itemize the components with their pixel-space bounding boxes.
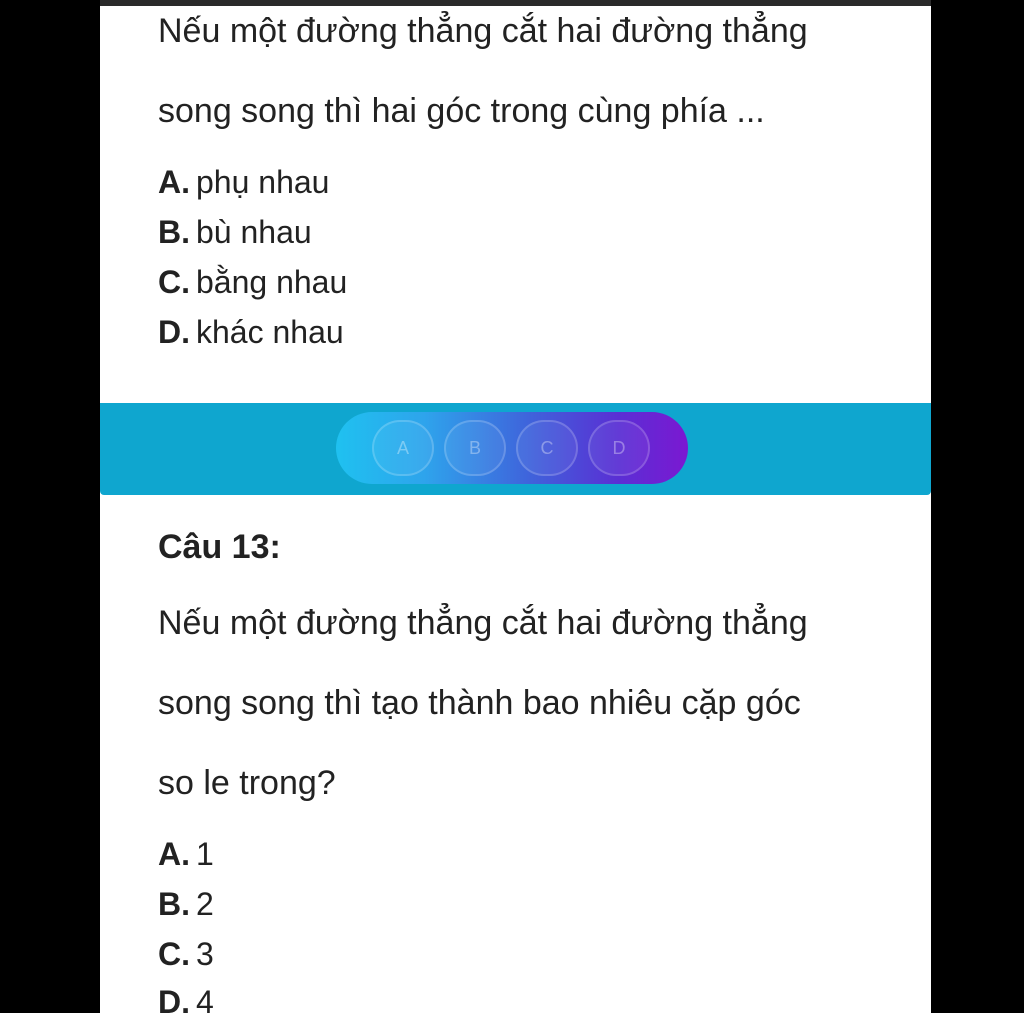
q13-option-c[interactable]: C. 3	[158, 936, 214, 972]
option-text: bằng nhau	[196, 264, 348, 300]
answer-bar	[100, 403, 931, 495]
option-text: 4	[196, 984, 214, 1013]
q12-option-c[interactable]: C. bằng nhau	[158, 264, 348, 300]
option-text: 3	[196, 936, 214, 972]
option-letter: D	[158, 314, 182, 350]
option-text: phụ nhau	[196, 164, 330, 200]
q12-option-b[interactable]: B. bù nhau	[158, 214, 312, 250]
question-13-header: Câu 13:	[158, 528, 281, 566]
option-letter: C	[158, 264, 182, 300]
answer-choice-b[interactable]: B	[444, 420, 506, 476]
option-text: 1	[196, 836, 214, 872]
option-letter: C	[158, 936, 182, 972]
option-text: 2	[196, 886, 214, 922]
option-letter: B	[158, 886, 182, 922]
question-12-line-2: song song thì hai góc trong cùng phía ...	[158, 92, 765, 130]
option-text: khác nhau	[196, 314, 344, 350]
q13-option-d[interactable]: D. 4	[158, 984, 214, 1013]
q12-option-d[interactable]: D. khác nhau	[158, 314, 344, 350]
option-letter: A	[158, 164, 182, 200]
answer-choice-a[interactable]: A	[372, 420, 434, 476]
answer-choice-c[interactable]: C	[516, 420, 578, 476]
question-13-line-3: so le trong?	[158, 764, 336, 802]
quiz-page	[100, 6, 931, 1013]
option-letter: A	[158, 836, 182, 872]
option-text: bù nhau	[196, 214, 312, 250]
question-13-line-1: Nếu một đường thẳng cắt hai đường thẳng	[158, 604, 808, 642]
question-12-line-1: Nếu một đường thẳng cắt hai đường thẳng	[158, 12, 808, 50]
answer-choice-d[interactable]: D	[588, 420, 650, 476]
q13-option-a[interactable]: A. 1	[158, 836, 214, 872]
q12-option-a[interactable]: A. phụ nhau	[158, 164, 330, 200]
q13-option-b[interactable]: B. 2	[158, 886, 214, 922]
option-letter: B	[158, 214, 182, 250]
option-letter: D	[158, 984, 182, 1013]
question-13-line-2: song song thì tạo thành bao nhiêu cặp góc	[158, 684, 801, 722]
answer-choice-pill	[336, 412, 688, 484]
